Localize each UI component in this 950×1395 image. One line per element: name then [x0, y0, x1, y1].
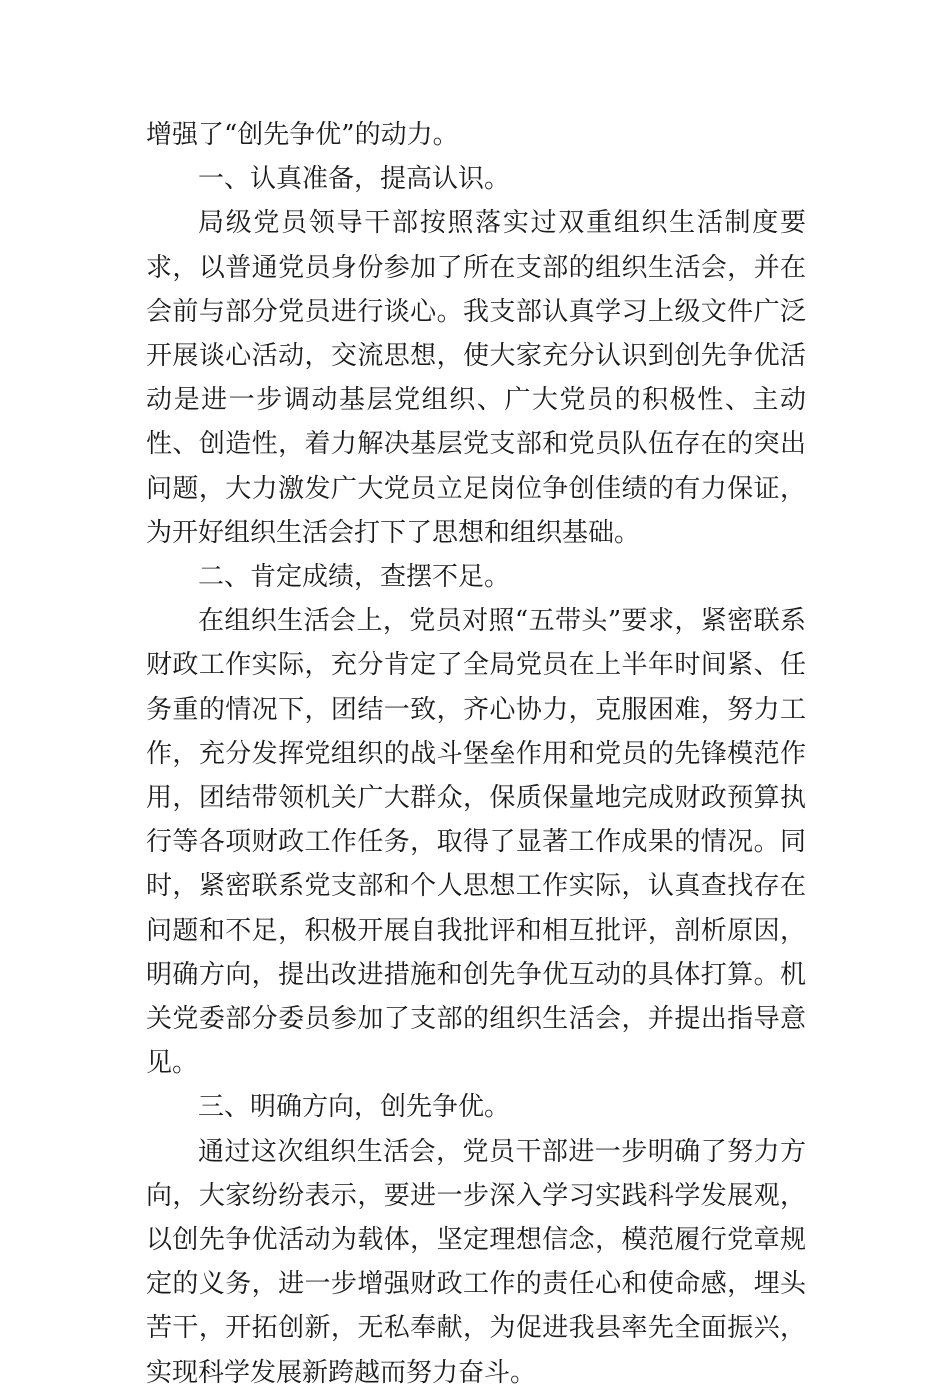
section-paragraph-3: 通过这次组织生活会，党员干部进一步明确了努力方向，大家纷纷表示，要进一步深入学习实践科学发展观，以创先争优活动为载体，坚定理想信念，模范履行党章规定的义务，进一步增强财政工作的责任心和使命感，埋头苦干，开拓创新，无私奉献，为促进我县率先全面振兴，实现科学发展新跨越而努力奋斗。: [146, 1136, 806, 1388]
section-paragraph-2: 在组织生活会上，党员对照“五带头”要求，紧密联系财政工作实际，充分肯定了全局党员在上半年时间紧、任务重的情况下，团结一致，齐心协力，克服困难，努力工作，充分发挥党组织的战斗堡垒作用和党员的先锋模范作用，团结带领机关广大群众，保质保量地完成财政预算执行等各项财政工作任务，取得了显著工作成果的情况。同时，紧密联系党支部和个人思想工作实际，认真查找存在问题和不足，积极开展自我批评和相互批评，剖析原因，明确方向，提出改进措施和创先争优互动的具体打算。机关党委部分委员参加了支部的组织生活会，并提出指导意见。: [146, 606, 806, 1079]
section-heading-2: 二、肯定成绩，查摆不足。: [198, 562, 511, 593]
paragraph-continuation: 增强了“创先争优”的动力。: [146, 120, 459, 150]
section-heading-3: 三、明确方向，创先争优。: [198, 1092, 511, 1123]
section-heading-1: 一、认真准备，提高认识。: [198, 164, 511, 195]
document-body: [146, 113, 806, 1395]
section-paragraph-1: 局级党员领导干部按照落实过双重组织生活制度要求，以普通党员身份参加了所在支部的组织生活会，并在会前与部分党员进行谈心。我支部认真学习上级文件广泛开展谈心活动，交流思想，使大家充分认识到创先争优活动是进一步调动基层党组织、广大党员的积极性、主动性、创造性，着力解决基层党支部和党员队伍存在的突出问题，大力激发广大党员立足岗位争创佳绩的有力保证，为开好组织生活会打下了思想和组织基础。: [146, 208, 806, 548]
